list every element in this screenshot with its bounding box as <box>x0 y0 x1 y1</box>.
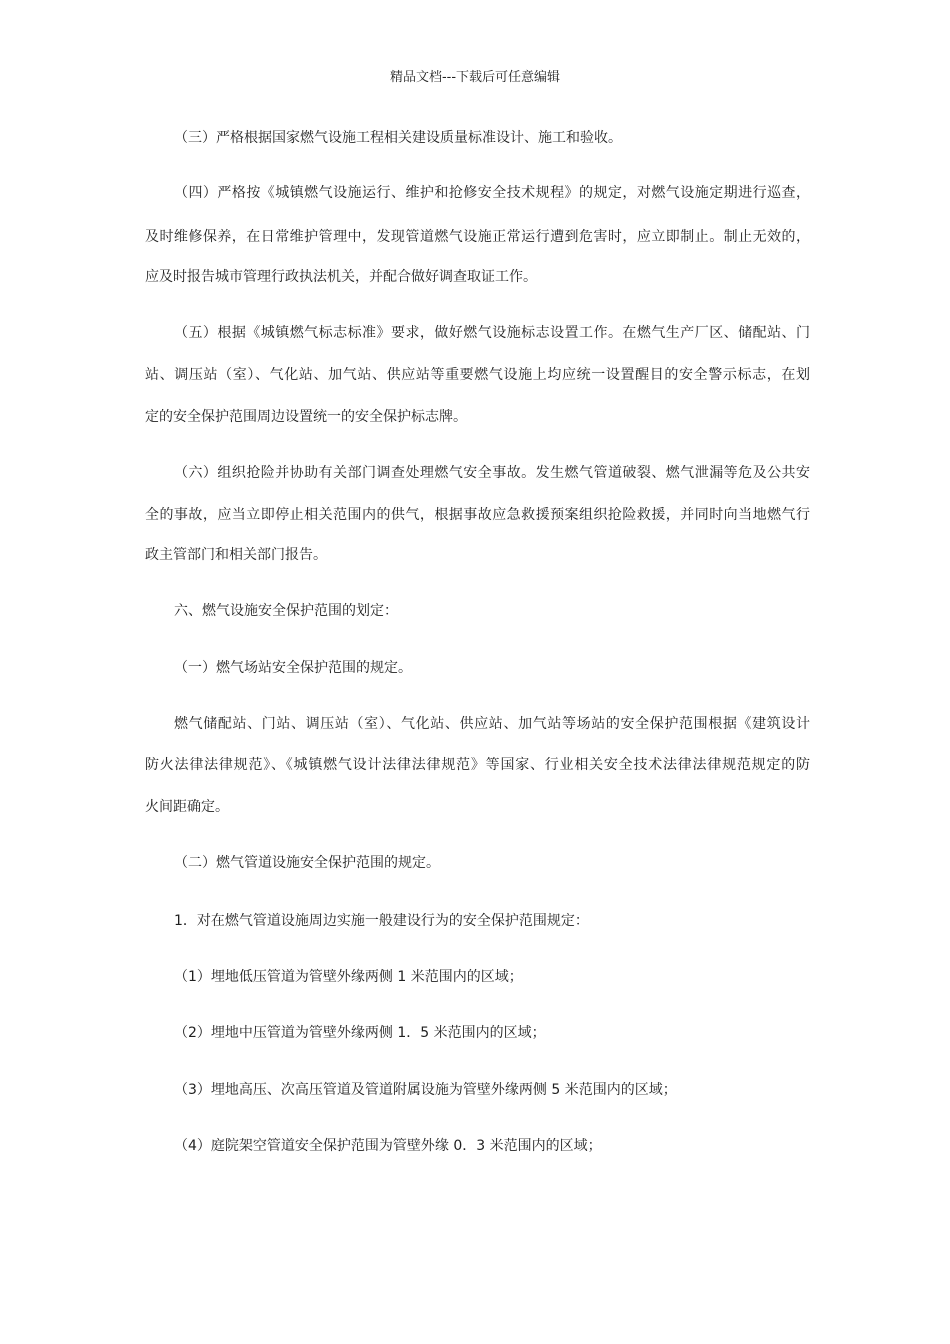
list-item-4: （4）庭院架空管道安全保护范围为管壁外缘 0．3 米范围内的区域； <box>174 1138 602 1154</box>
list-item-3: （3）埋地高压、次高压管道及管道附属设施为管壁外缘两侧 5 米范围内的区域； <box>174 1082 677 1098</box>
paragraph-5-line-2: 站、调压站（室）、气化站、加气站、供应站等重要燃气设施上均应统一设置醒目的安全警示标志，在划 <box>145 367 810 383</box>
subsection-2-heading: （二）燃气管道设施安全保护范围的规定。 <box>174 855 440 871</box>
rule-1-heading: 1．对在燃气管道设施周边实施一般建设行为的安全保护范围规定： <box>174 913 589 929</box>
list-item-1: （1）埋地低压管道为管壁外缘两侧 1 米范围内的区域； <box>174 969 523 985</box>
paragraph-5-line-3: 定的安全保护范围周边设置统一的安全保护标志牌。 <box>145 409 467 425</box>
paragraph-6-line-2: 全的事故，应当立即停止相关范围内的供气，根据事故应急救援预案组织抢险救援，并同时向当地燃气行 <box>145 507 810 523</box>
paragraph-4-line-2: 及时维修保养，在日常维护管理中，发现管道燃气设施正常运行遭到危害时，应立即制止。制止无效的， <box>145 229 810 245</box>
paragraph-4-line-3: 应及时报告城市管理行政执法机关，并配合做好调查取证工作。 <box>145 269 537 285</box>
paragraph-3-line-1: （三）严格根据国家燃气设施工程相关建设质量标准设计、施工和验收。 <box>174 130 622 146</box>
subsection-1-heading: （一）燃气场站安全保护范围的规定。 <box>174 660 412 676</box>
paragraph-4-line-1: （四）严格按《城镇燃气设施运行、维护和抢修安全技术规程》的规定，对燃气设施定期进行巡查， <box>174 185 810 201</box>
station-paragraph-line-3: 火间距确定。 <box>145 799 229 815</box>
station-paragraph-line-1: 燃气储配站、门站、调压站（室）、气化站、供应站、加气站等场站的安全保护范围根据《建筑设计 <box>174 716 810 732</box>
paragraph-6-line-3: 政主管部门和相关部门报告。 <box>145 547 327 563</box>
page-header: 精品文档---下载后可任意编辑 <box>389 70 561 85</box>
list-item-2: （2）埋地中压管道为管壁外缘两侧 1．5 米范围内的区域； <box>174 1025 546 1041</box>
paragraph-5-line-1: （五）根据《城镇燃气标志标准》要求，做好燃气设施标志设置工作。在燃气生产厂区、储配站、门 <box>174 325 810 341</box>
station-paragraph-line-2: 防火法律法律规范》、《城镇燃气设计法律法律规范》等国家、行业相关安全技术法律法律规范规定的防 <box>145 757 810 773</box>
paragraph-6-line-1: （六）组织抢险并协助有关部门调查处理燃气安全事故。发生燃气管道破裂、燃气泄漏等危及公共安 <box>174 465 810 481</box>
section-heading-6: 六、燃气设施安全保护范围的划定： <box>174 603 398 619</box>
